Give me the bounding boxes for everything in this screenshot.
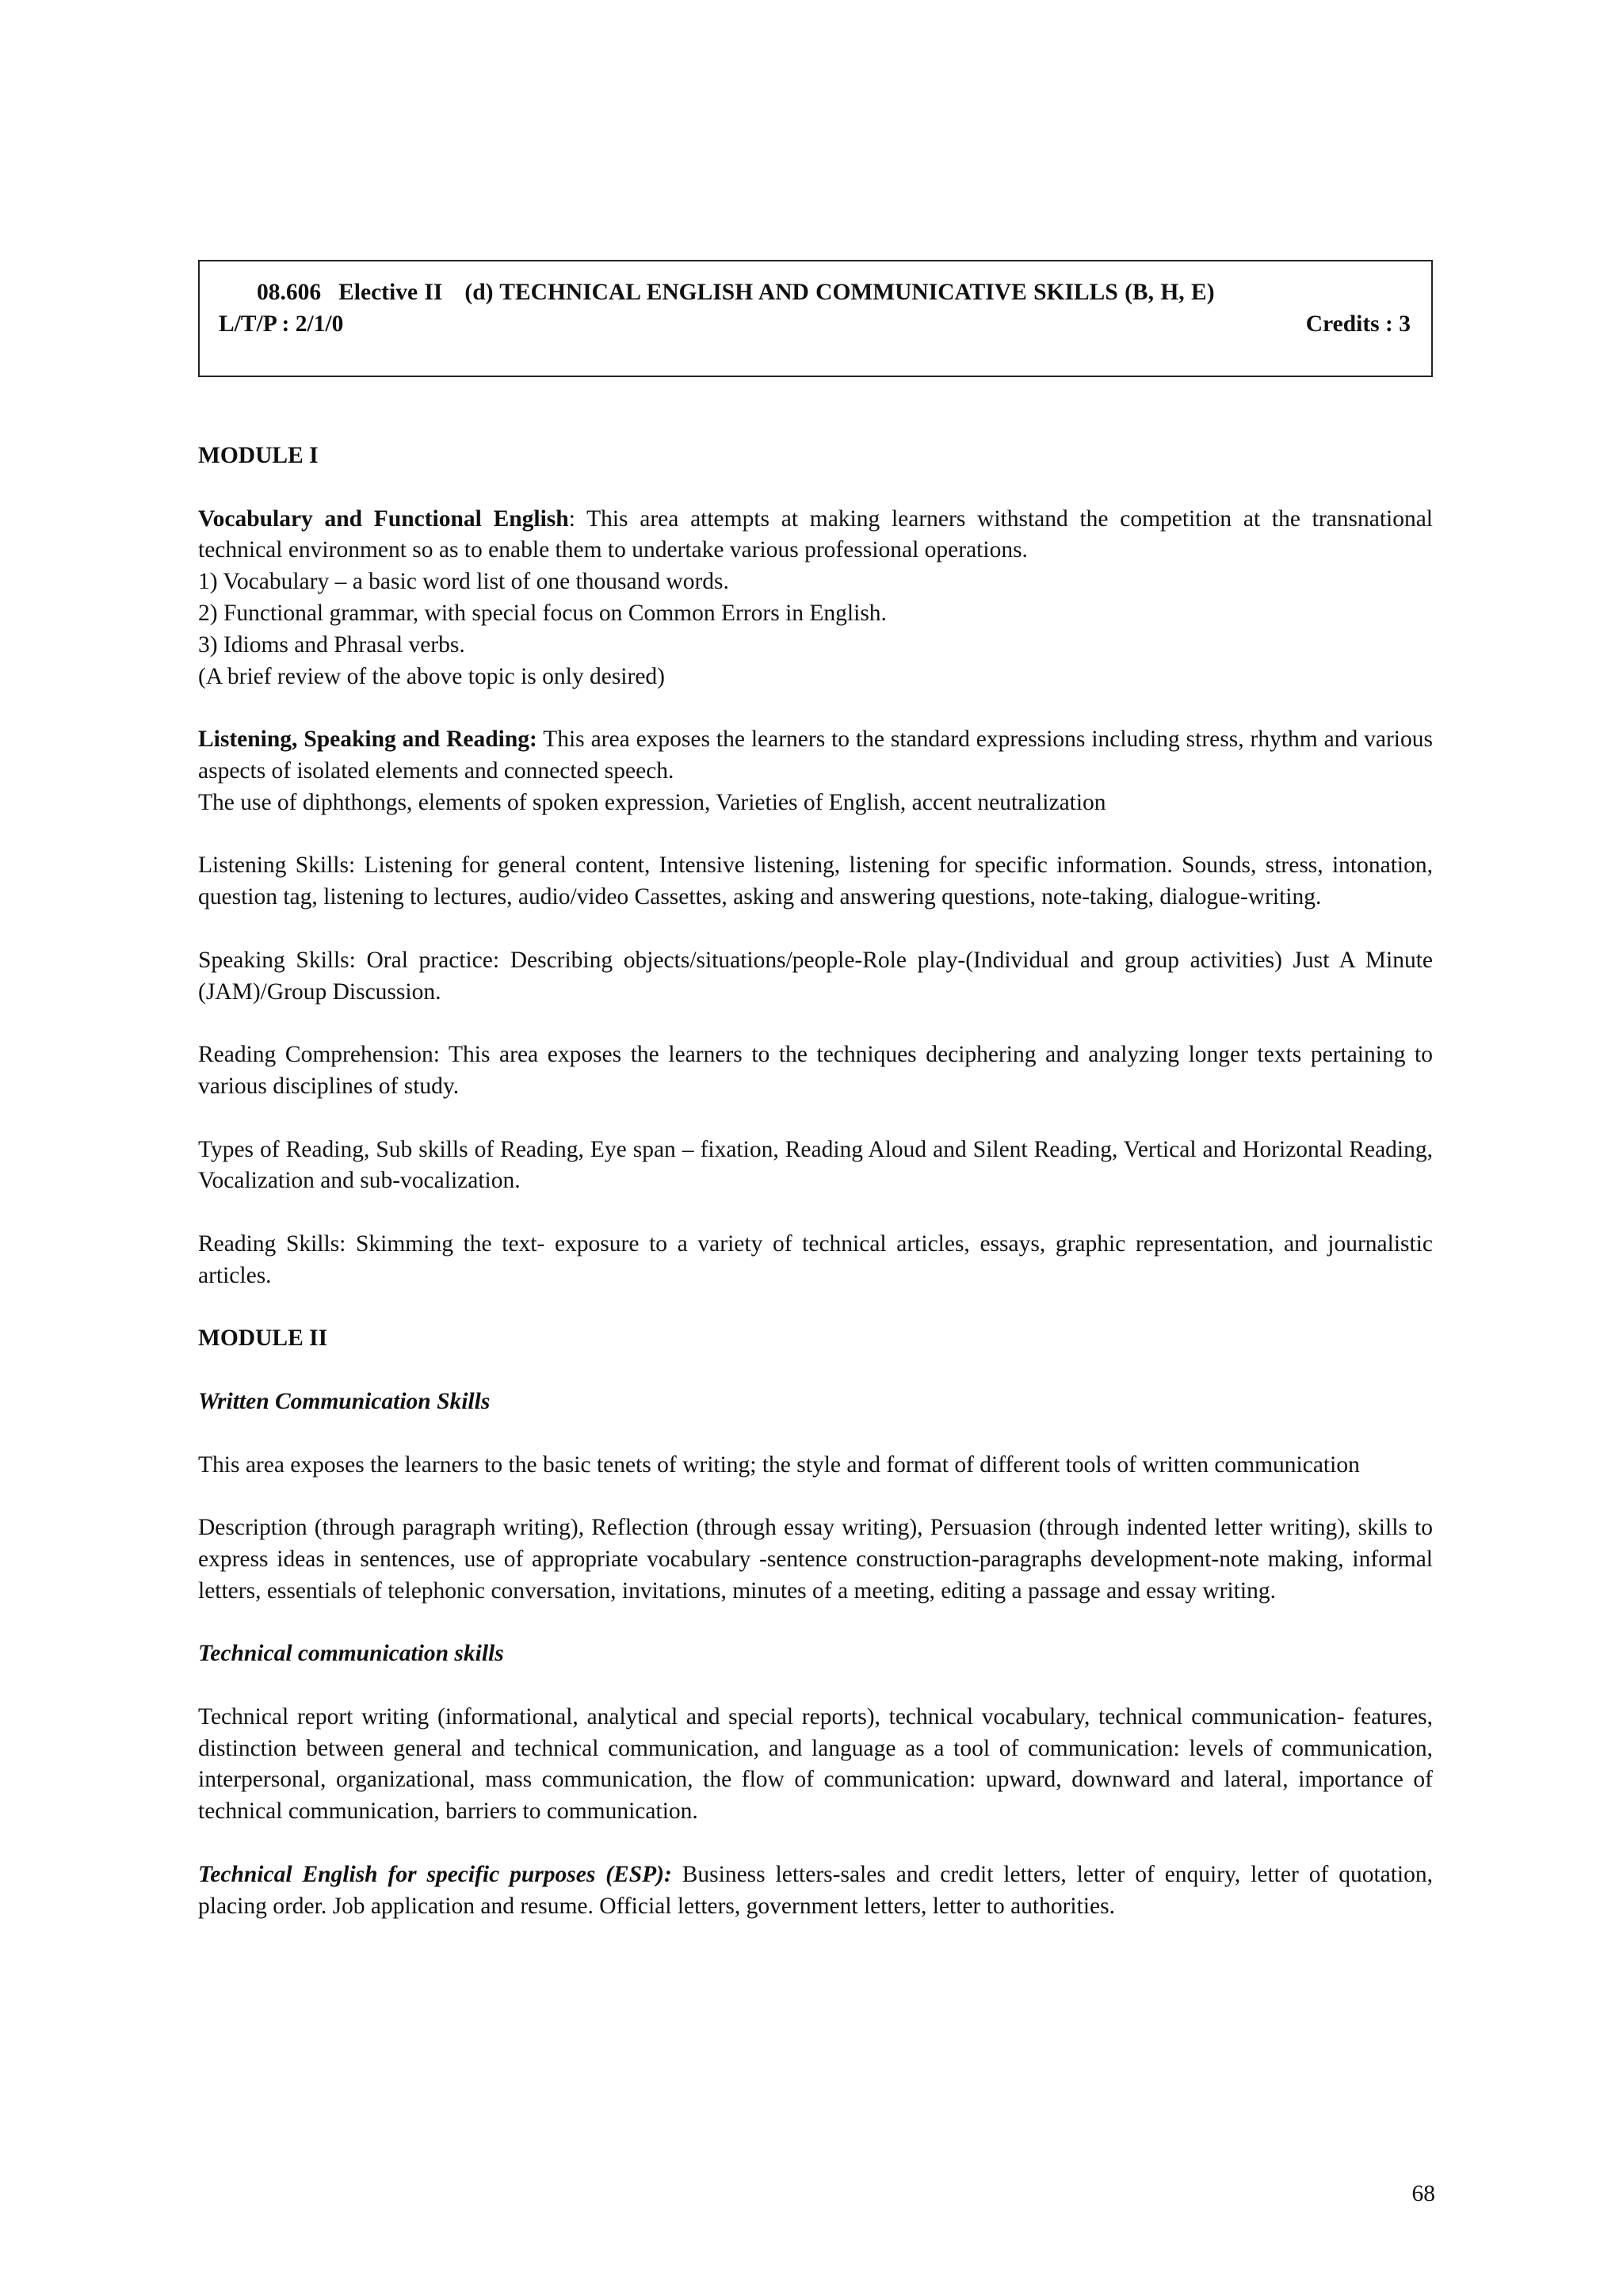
vocabulary-heading: Vocabulary and Functional English <box>198 505 569 532</box>
vocabulary-text: : This area attempts at making learners withstand the competition at the transnational technical environment so as to enable them to undertake various professional operations. <box>198 505 1434 563</box>
vocabulary-item: 2) Functional grammar, with special focus on Common Errors in English. <box>198 600 887 626</box>
speaking-skills-paragraph: Speaking Skills: Oral practice: Describing objects/situations/people-Role play-(Individual and group activities) Just A Minute (JAM)/Group Discussion. <box>198 947 1433 1005</box>
lsr-section <box>198 724 1433 818</box>
page-number: 68 <box>1411 2181 1435 2206</box>
lsr-extra: The use of diphthongs, elements of spoken expression, Varieties of English, accent neutralization <box>198 789 1106 815</box>
lsr-text: This area exposes the learners to the standard expressions including stress, rhythm and various aspects of isolated elements and connected speech. <box>198 727 1433 784</box>
technical-communication-heading: Technical communication skills <box>198 1641 504 1667</box>
syllabus-content <box>198 441 1433 1922</box>
ltp-label: L/T/P : 2/1/0 <box>219 311 344 337</box>
course-title-line <box>257 277 1215 309</box>
course-header-box <box>198 260 1433 377</box>
vocabulary-item: 3) Idioms and Phrasal verbs. <box>198 631 465 658</box>
esp-heading: Technical English for specific purposes (ESP): <box>198 1861 672 1887</box>
credits-label: Credits : 3 <box>1305 311 1411 337</box>
module-2-title: MODULE II <box>198 1325 328 1352</box>
course-code: 08.606 <box>257 280 322 305</box>
vocabulary-note: (A brief review of the above topic is only desired) <box>198 663 665 689</box>
listening-skills-paragraph: Listening Skills: Listening for general content, Intensive listening, listening for specific information. Sounds, stress, intonation, question tag, listening to lectures, audio/video Cassettes, asking and answering questions, note-taking, dialogue-writing. <box>198 852 1433 910</box>
lsr-paragraph <box>198 724 1433 788</box>
lsr-heading: Listening, Speaking and Reading: <box>198 727 537 753</box>
types-of-reading-paragraph: Types of Reading, Sub skills of Reading, Eye span – fixation, Reading Aloud and Silent Reading, Vertical and Horizontal Reading, Vocalization and sub-vocalization. <box>198 1136 1433 1194</box>
esp-text: Business letters-sales and credit letters, letter of enquiry, letter of quotation, placing order. Job application and resume. Official letters, government letters, letter to authorities. <box>198 1861 1433 1919</box>
written-communication-intro: This area exposes the learners to the basic tenets of writing; the style and format of different tools of written communication <box>198 1451 1360 1478</box>
esp-paragraph <box>198 1859 1433 1923</box>
reading-comprehension-paragraph: Reading Comprehension: This area exposes the learners to the techniques deciphering and analyzing longer texts pertaining to various disciplines of study. <box>198 1042 1433 1099</box>
reading-skills-paragraph: Reading Skills: Skimming the text- exposure to a variety of technical articles, essays, graphic representation, and journalistic articles. <box>198 1230 1433 1288</box>
vocabulary-section <box>198 504 1433 693</box>
module-1-title: MODULE I <box>198 443 319 468</box>
vocabulary-item: 1) Vocabulary – a basic word list of one thousand words. <box>198 569 729 595</box>
written-communication-heading: Written Communication Skills <box>198 1388 491 1414</box>
technical-communication-body: Technical report writing (informational, analytical and special reports), technical vocabulary, technical communication- features, distinction between general and technical communication, and language as a tool of communication: levels of communication, interpersonal, organizational, mass communication, the flow of communication: upward, downward and lateral, importance of technical communication, barriers to communication. <box>198 1703 1433 1825</box>
written-communication-body: Description (through paragraph writing), Reflection (through essay writing), Persuasion (through indented letter writing), skills to express ideas in sentences, use of appropriate vocabulary -sentence construction-paragraphs development-note making, informal letters, essentials of telephonic conversation, invitations, minutes of a meeting, editing a passage and essay writing. <box>198 1515 1433 1604</box>
course-title: (d) TECHNICAL ENGLISH AND COMMUNICATIVE SKILLS (B, H, E) <box>464 280 1215 305</box>
vocabulary-paragraph <box>198 504 1433 567</box>
elective-label: Elective II <box>338 280 443 305</box>
